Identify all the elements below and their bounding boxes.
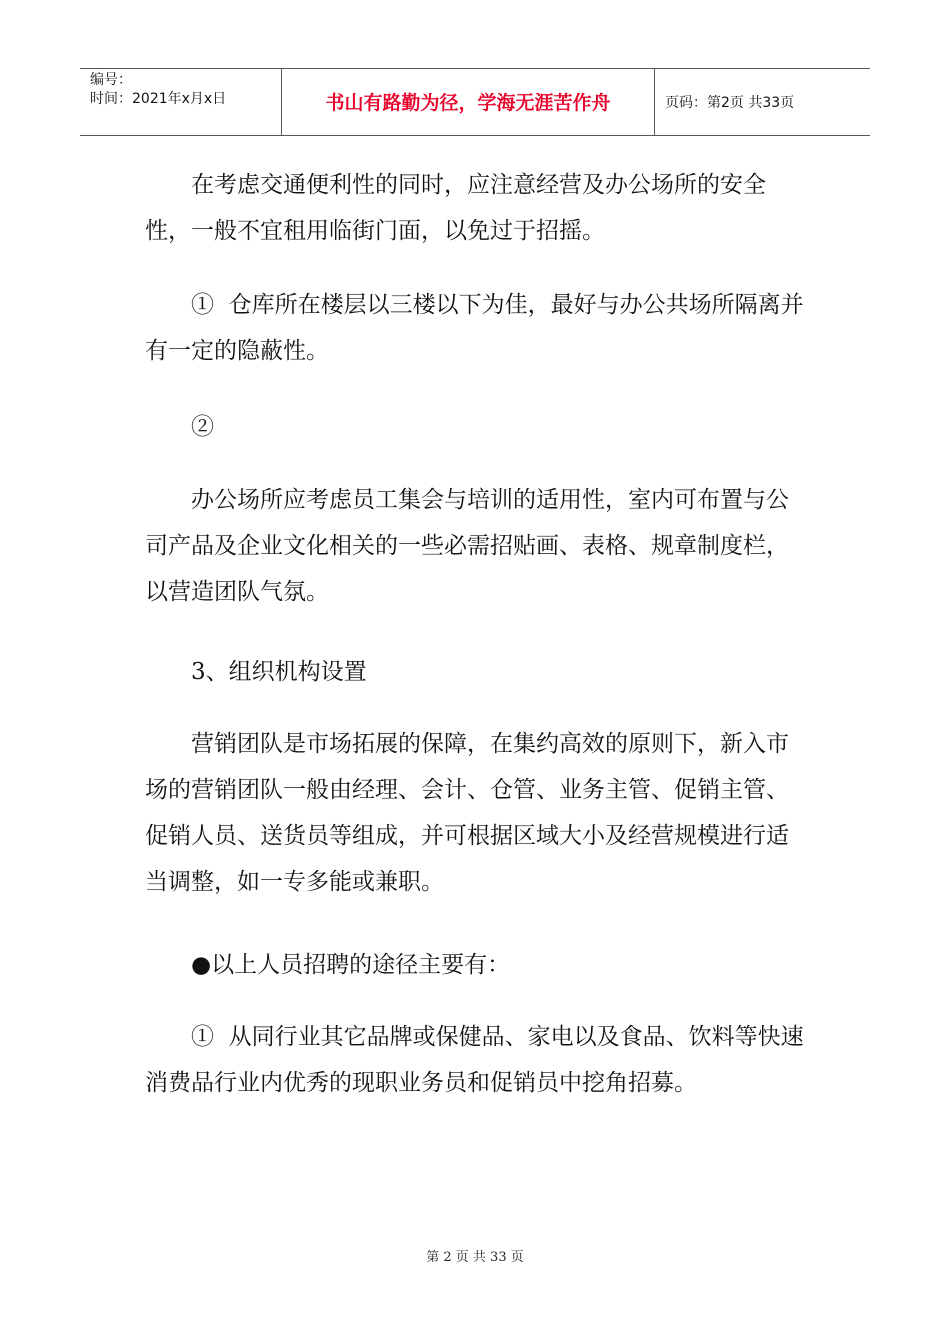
page-footer: 第 2 页 共 33 页 [426, 1250, 524, 1265]
paragraph-5: 营销团队是市场拓展的保障，在集约高效的原则下，新入市场的营销团队一般由经理、会计、仓管、业务主管、促销主管、促销人员、送货员等组成，并可根据区域大小及经营规模进行适当调整，如一专多能或兼职。 [145, 731, 789, 895]
paragraph-2: ① 仓库所在楼层以三楼以下为佳，最好与办公共场所隔离并有一定的隐蔽性。 [145, 292, 804, 364]
header-meta-cell [80, 69, 282, 135]
number-label: 编号： [90, 72, 132, 88]
document-header [80, 68, 870, 136]
time-label: 时间：2021年x月x日 [90, 91, 227, 107]
bullet-heading: ●以上人员招聘的途径主要有： [145, 952, 511, 978]
header-motto: 书山有路勤为径，学海无涯苦作舟 [282, 69, 655, 135]
section-heading: 3、组织机构设置 [145, 659, 367, 685]
paragraph-1: 在考虑交通便利性的同时，应注意经营及办公场所的安全性，一般不宜租用临街门面，以免过于招摇。 [145, 172, 766, 244]
paragraph-6: ① 从同行业其它品牌或保健品、家电以及食品、饮料等快速消费品行业内优秀的现职业务员和促销员中挖角招募。 [145, 1024, 804, 1096]
paragraph-3: ② [145, 414, 214, 440]
paragraph-4: 办公场所应考虑员工集会与培训的适用性，室内可布置与公司产品及企业文化相关的一些必需招贴画、表格、规章制度栏，以营造团队气氛。 [145, 487, 789, 605]
header-page-info: 页码：第2页 共33页 [665, 95, 795, 111]
